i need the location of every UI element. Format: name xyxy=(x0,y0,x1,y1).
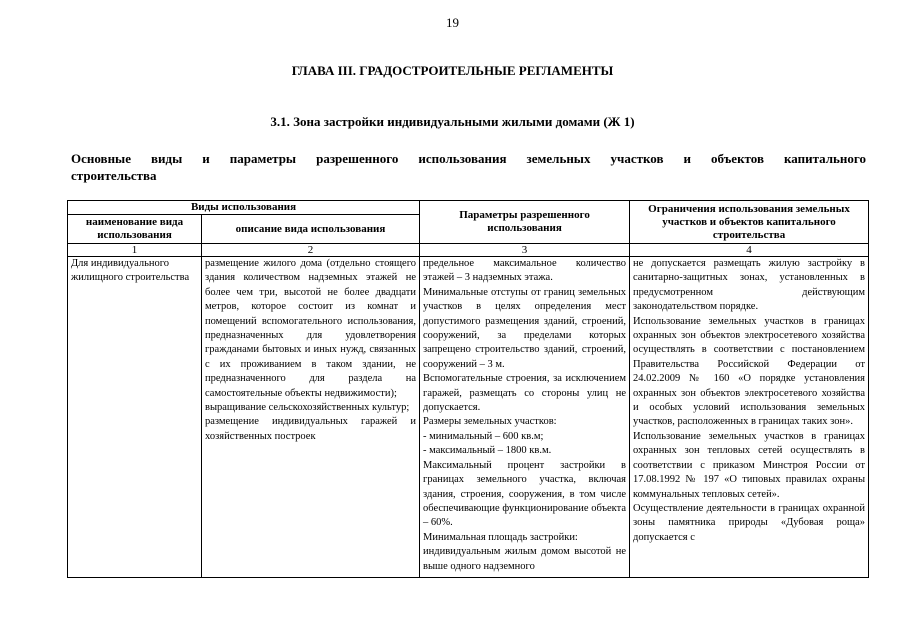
header-usage-types: Виды использования xyxy=(68,201,420,215)
table-heading-line2: строительства xyxy=(71,168,157,183)
parameter-paragraph: Минимальная площадь застройки: xyxy=(423,531,578,543)
header-usage-name: наименование вида использования xyxy=(68,215,202,244)
restriction-paragraph: Осуществление деятельности в границах охранной зоны памятника природы «Дубовая роща» допускается с xyxy=(633,502,866,543)
chapter-title: ГЛАВА III. ГРАДОСТРОИТЕЛЬНЫЕ РЕГЛАМЕНТЫ xyxy=(291,63,614,78)
header-usage-description: описание вида использования xyxy=(202,215,420,244)
parameter-paragraph: индивидуальным жилым домом высотой не выше одного надземного xyxy=(423,546,627,572)
parameter-paragraph: - максимальный – 1800 кв.м. xyxy=(423,445,552,457)
column-number-4: 4 xyxy=(630,244,869,257)
cell-usage-name: Для индивидуального жилищного строительства xyxy=(68,257,202,578)
table-heading-line1: Основные виды и параметры разрешенного использования земельных участков и объектов капитального xyxy=(71,151,866,166)
description-paragraph: размещение индивидуальных гаражей и хозяйственных построек xyxy=(205,416,417,442)
description-paragraph: размещение жилого дома (отдельно стоящего здания количеством надземных этажей не более чем три, высотой не более двадцати метров, которое состоит из комнат и помещений вспомогательного использования, предназначенных для удовлетворения гражданами бытовых и иных нужд, связанных с их проживанием в таком здании, не предназначенного для раздела на самостоятельные объекты недвижимости); xyxy=(205,258,417,399)
parameter-paragraph: Размеры земельных участков: xyxy=(423,416,557,428)
header-restrictions: Ограничения использования земельных участков и объектов капитального строительства xyxy=(630,201,869,244)
description-paragraph: выращивание сельскохозяйственных культур; xyxy=(205,402,410,414)
cell-usage-description xyxy=(202,257,420,578)
parameter-paragraph: Вспомогательные строения, за исключением гаражей, размещать со стороны улиц не допускается. xyxy=(423,373,627,414)
parameter-paragraph: предельное максимальное количество этажей – 3 надземных этажа. xyxy=(423,258,627,284)
cell-parameters xyxy=(420,257,630,578)
restriction-paragraph: не допускается размещать жилую застройку в санитарно-защитных зонах, установленных в предусмотренном действующим законодательством порядке. xyxy=(633,258,866,313)
parameter-paragraph: Максимальный процент застройки в границах земельного участка, включая здания, строения, сооружения, в том числе обеспечивающие функционирование объекта – 60%. xyxy=(423,459,627,529)
column-number-2: 2 xyxy=(202,244,420,257)
cell-restrictions xyxy=(630,257,869,578)
page-number: 19 xyxy=(446,15,459,30)
regulations-table xyxy=(67,200,869,578)
restriction-paragraph: Использование земельных участков в границах охранных зон тепловых сетей осуществлять в соответствии с приказом Минстроя России от 17.08.1992 № 197 «О типовых правилах охраны коммунальных тепловых сетей». xyxy=(633,430,866,500)
column-number-3: 3 xyxy=(420,244,630,257)
column-number-1: 1 xyxy=(68,244,202,257)
header-parameters: Параметры разрешенного использования xyxy=(420,201,630,244)
parameter-paragraph: Минимальные отступы от границ земельных участков в целях определения мест допустимого размещения зданий, строений, сооружений, за пределами которых запрещено строительство зданий, строений, сооружений – 3 м. xyxy=(423,286,627,370)
section-title: 3.1. Зона застройки индивидуальными жилыми домами (Ж 1) xyxy=(270,114,635,129)
parameter-paragraph: - минимальный – 600 кв.м; xyxy=(423,430,544,442)
restriction-paragraph: Использование земельных участков в границах охранных зон объектов электросетевого хозяйства осуществлять в соответствии с постановлением Правительства Российской Федерации от 24.02.2009 № 160 «О порядке установления охранных зон объектов электросетевого хозяйства и особых условий использования земельных участков, расположенных в границах таких зон». xyxy=(633,315,866,428)
